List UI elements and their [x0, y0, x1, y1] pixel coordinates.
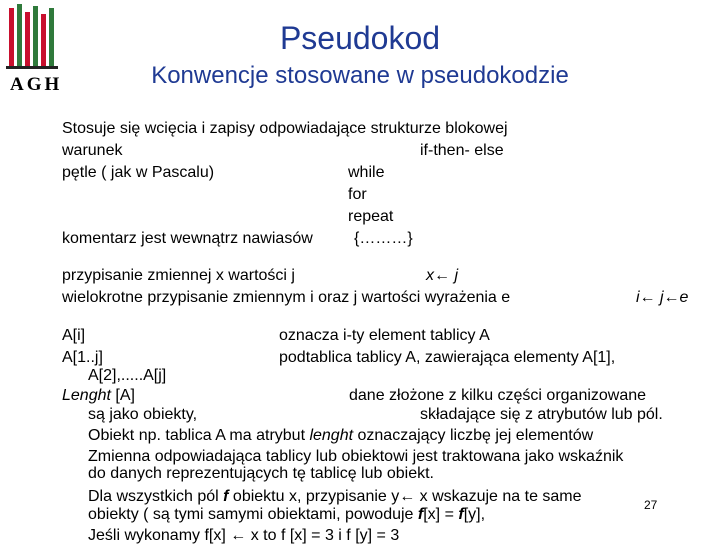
- array-element-desc: oznacza i-ty element tablicy A: [279, 327, 490, 344]
- fields-line-f: f: [223, 488, 229, 505]
- same-objects-line: [88, 505, 485, 525]
- condition-value: if-then- else: [420, 142, 504, 159]
- subarray-cont: A[2],.....A[j]: [88, 367, 167, 384]
- assign-single-formula: x← j: [426, 267, 458, 284]
- page-subtitle: Konwencje stosowane w pseudokodzie: [151, 62, 569, 89]
- page-number: 27: [644, 498, 658, 512]
- assign-single-text: przypisanie zmiennej x wartości j: [62, 267, 295, 284]
- block-intro: Stosuje się wcięcia i zapisy odpowiadające strukturze blokowej: [62, 120, 508, 137]
- assign-multi-formula: i← j←e: [636, 289, 689, 306]
- subarray-desc: podtablica tablicy A, zawierająca elementy A[1],: [279, 349, 616, 366]
- same-objects-b: [x] =: [423, 506, 459, 523]
- array-element-label: A[i]: [62, 327, 86, 344]
- fields-line-a: Dla wszystkich pól: [88, 488, 224, 505]
- page-title: Pseudokod: [279, 20, 441, 56]
- subarray-label: A[1..j]: [62, 349, 103, 366]
- comment-label: komentarz jest wewnątrz nawiasów: [62, 230, 313, 247]
- pointer-line-2: do danych reprezentujących tę tablicę lub obiekt.: [88, 465, 434, 482]
- comment-value: {………}: [354, 230, 413, 247]
- pointer-line-1: Zmienna odpowiadająca tablicy lub obiektowi jest traktowana jako wskaźnik: [88, 448, 624, 465]
- same-objects-f2: f: [458, 506, 464, 523]
- lenght-label-italic: Lenght: [62, 387, 111, 404]
- same-objects-f1: f: [417, 506, 424, 523]
- condition-label: warunek: [62, 142, 123, 159]
- same-objects-c: [y],: [463, 506, 486, 523]
- lenght-label-rest: [A]: [110, 387, 135, 404]
- lenght-label: [62, 386, 135, 406]
- lenght-desc: dane złożone z kilku części organizowane: [349, 387, 647, 404]
- loop-while: while: [348, 164, 385, 181]
- loop-for: for: [348, 186, 367, 203]
- object-example-a: Obiekt np. tablica A ma atrybut: [88, 427, 310, 444]
- example-line: Jeśli wykonamy f[x] ← x to f [x] = 3 i f [y] = 3: [88, 527, 400, 544]
- object-example-italic: lenght: [309, 427, 354, 444]
- fields-line: [88, 487, 582, 507]
- same-objects-a: obiekty ( są tymi samymi obiektami, powoduje: [88, 506, 418, 523]
- object-example-b: oznaczający liczbę jej elementów: [353, 427, 594, 444]
- object-example: [88, 426, 593, 446]
- loop-repeat: repeat: [348, 208, 394, 225]
- objects-right: składające się z atrybutów lub pól.: [420, 406, 663, 423]
- objects-left: są jako obiekty,: [88, 406, 198, 423]
- logo-text: AGH: [10, 74, 63, 95]
- fields-line-b: obiektu x, przypisanie y← x wskazuje na te same: [228, 488, 582, 505]
- loops-label: pętle ( jak w Pascalu): [62, 164, 215, 181]
- assign-multi-text: wielokrotne przypisanie zmiennym i oraz j wartości wyrażenia e: [62, 289, 511, 306]
